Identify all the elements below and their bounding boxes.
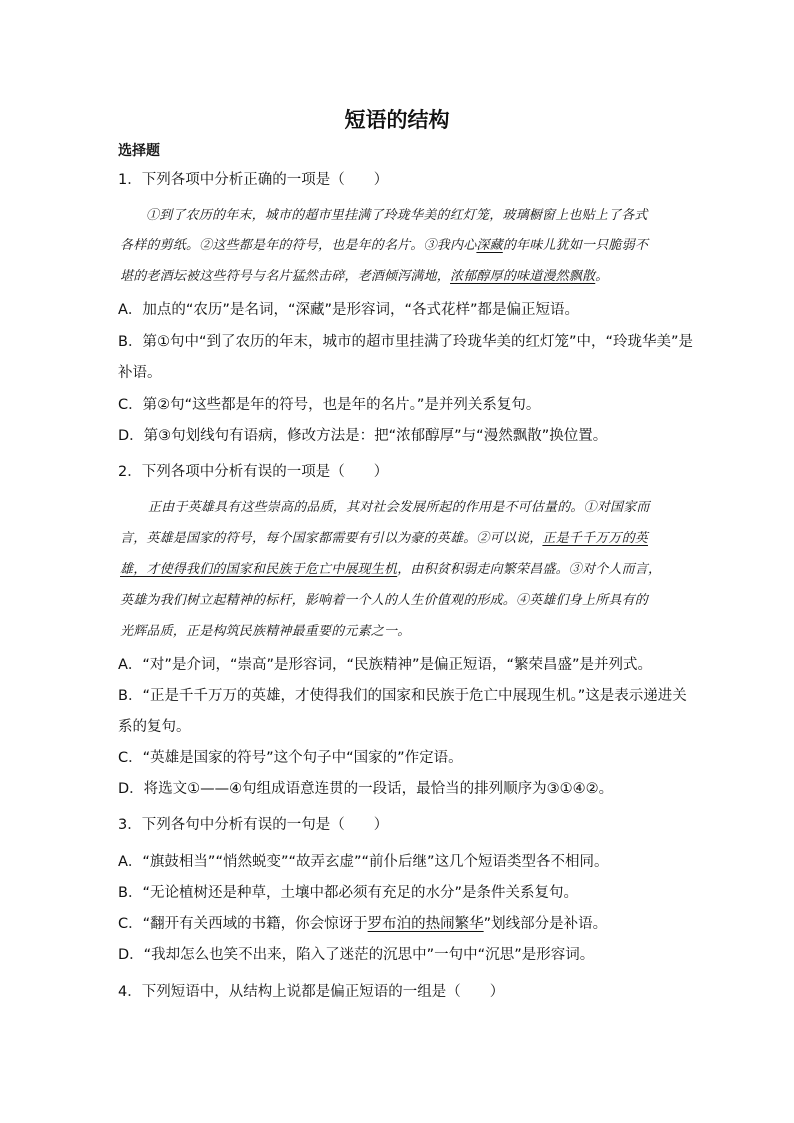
q1-passage-line-1: ①到了农历的年末，城市的超市里挂满了玲珑华美的红灯笼，玻璃橱窗上也贴上了各式: [146, 208, 648, 223]
q3-underlined-phrase: 罗布泊的热闹繁华: [367, 916, 484, 932]
q2-passage-text: ，由积贫积弱走向繁荣昌盛。③对个人而言，: [397, 562, 662, 577]
question-1-stem: 1．下列各项中分析正确的一项是（ ）: [118, 172, 389, 188]
q2-passage-line-5: 光辉品质，正是构筑民族精神最重要的元素之一。: [120, 624, 411, 639]
q3-option-d[interactable]: D．“我却怎么也笑不出来，陷入了迷茫的沉思中”一句中“沉思”是形容词。: [118, 947, 595, 963]
page-title: 短语的结构: [344, 107, 450, 132]
q2-option-d[interactable]: D．将选文①——④句组成语意连贯的一段话，最恰当的排列顺序为③①④②。: [118, 781, 614, 797]
q1-underlined-phrase: 浓郁醇厚的味道漫然飘散: [450, 269, 596, 284]
q3-option-c[interactable]: [118, 914, 607, 934]
q2-passage-line-2: [120, 529, 648, 549]
q2-underlined-sentence: 正是千千万万的英: [542, 531, 649, 546]
q1-option-c[interactable]: C．第②句“这些都是年的符号，也是年的名片。”是并列关系复句。: [118, 397, 541, 413]
q2-underlined-sentence: 雄，才使得我们的国家和民族于危亡中展现生机: [120, 562, 398, 577]
question-4-stem: 4．下列短语中，从结构上说都是偏正短语的一组是（ ）: [118, 984, 505, 1000]
q2-option-c[interactable]: C．“英雄是国家的符号”这个句子中“国家的”作定语。: [118, 750, 463, 766]
q2-option-b[interactable]: B．“正是千千万万的英雄，才使得我们的国家和民族于危亡中展现生机。”这是表示递进关: [118, 688, 687, 704]
q3-option-c-text: C．“翻开有关西域的书籍，你会惊讶于: [118, 916, 368, 932]
q1-option-b[interactable]: B．第①句中“到了农历的年末，城市的超市里挂满了玲珑华美的红灯笼”中，“玲珑华美”是: [118, 334, 693, 350]
q1-option-d[interactable]: D．第③句划线句有语病，修改方法是：把“浓郁醇厚”与“漫然飘散”换位置。: [118, 428, 608, 444]
q1-passage-line-2: [120, 236, 648, 256]
question-2-stem: 2．下列各项中分析有误的一项是（ ）: [118, 464, 389, 480]
q3-option-a[interactable]: A．“旗鼓相当”“悄然蜕变”“故弄玄虚”“前仆后继”这几个短语类型各不相同。: [118, 854, 609, 870]
q1-passage-text: 各样的剪纸。②这些都是年的符号，也是年的名片。③我内心: [120, 238, 477, 253]
q2-option-b-continued: 系的复句。: [118, 719, 191, 735]
section-heading: 选择题: [118, 143, 160, 159]
q1-passage-text: 。: [595, 269, 609, 284]
q2-passage-text: 言，英雄是国家的符号，每个国家都需要有引以为豪的英雄。②可以说，: [120, 531, 543, 546]
q1-option-a[interactable]: A．加点的“农历”是名词，“深藏”是形容词，“各式花样”都是偏正短语。: [118, 302, 579, 318]
q1-option-b-continued: 补语。: [118, 365, 162, 381]
q2-passage-line-3: [120, 560, 661, 580]
q3-option-c-text: ”划线部分是补语。: [483, 916, 608, 932]
q2-option-a[interactable]: A．“对”是介词，“崇高”是形容词，“民族精神”是偏正短语，“繁荣昌盛”是并列式。: [118, 657, 653, 673]
q1-passage-text: 堪的老酒坛被这些符号与名片猛然击碎，老酒倾泻满地，: [120, 269, 451, 284]
q3-option-b[interactable]: B．“无论植树还是种草，土壤中都必须有充足的水分”是条件关系复句。: [118, 885, 578, 901]
q2-passage-line-1: 正由于英雄具有这些崇高的品质，其对社会发展所起的作用是不可估量的。①对国家而: [148, 500, 650, 515]
q1-passage-line-3: [120, 267, 608, 287]
q2-passage-line-4: 英雄为我们树立起精神的标杆，影响着一个人的人生价值观的形成。④英雄们身上所具有的: [120, 593, 649, 608]
q1-passage-text: 的年味儿犹如一只脆弱不: [502, 238, 649, 253]
q1-underlined-word: 深藏: [476, 238, 503, 253]
question-3-stem: 3．下列各句中分析有误的一句是（ ）: [118, 817, 389, 833]
